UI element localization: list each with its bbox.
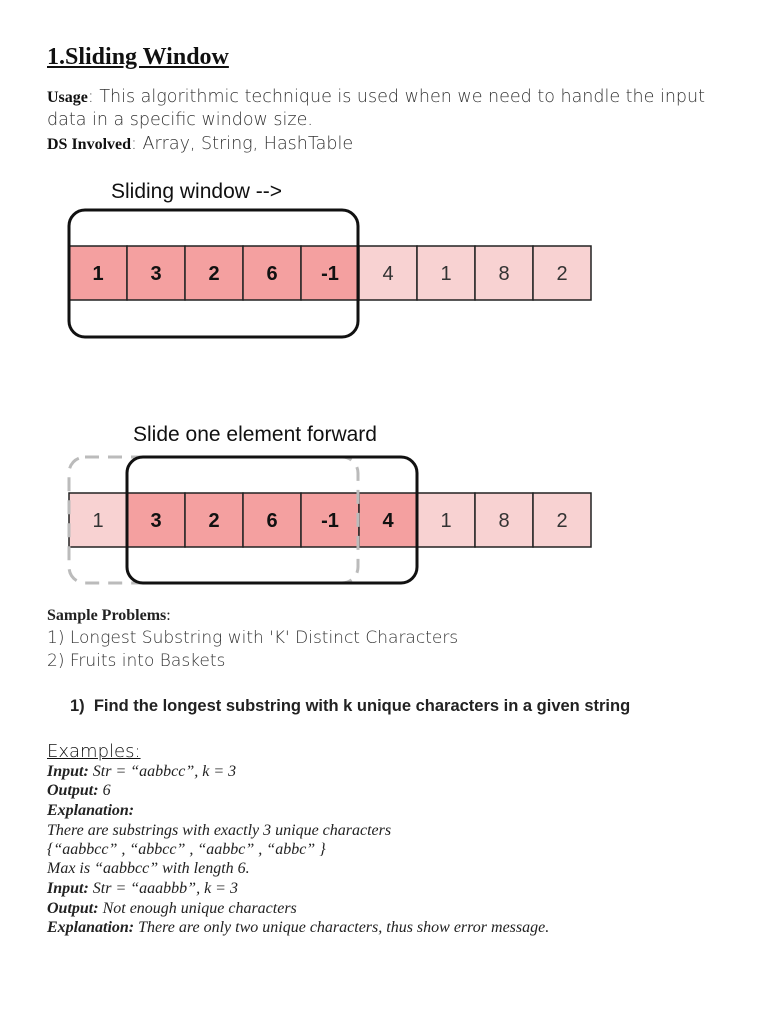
array-cell (475, 493, 533, 547)
array-cell (475, 246, 533, 300)
example-line (47, 900, 297, 918)
examples-heading: Examples: (47, 741, 141, 762)
array-cell (185, 246, 243, 300)
array-cell-value: 2 (556, 263, 568, 285)
example-line-text: Str = “aaabbb”, k = 3 (88, 880, 238, 897)
array-cell-value: 3 (150, 510, 162, 532)
array-cell (533, 493, 591, 547)
array-cell (359, 246, 417, 300)
array-cell (301, 493, 359, 547)
example-line-text: There are substrings with exactly 3 unique characters (47, 822, 392, 839)
array-cell (417, 493, 475, 547)
array-cell (185, 493, 243, 547)
sample-problems-label: Sample Problems (47, 607, 167, 624)
example-line-label: Output: (47, 782, 99, 799)
array-cell-value: 2 (208, 510, 220, 532)
sample-problems-heading (47, 607, 171, 625)
problem-title: Find the longest substring with k unique characters in a given string (93, 697, 631, 715)
example-line-text: {“aabbcc” , “abbcc” , “aabbc” , “abbc” } (47, 841, 326, 858)
example-line-label: Explanation: (47, 802, 135, 819)
problem-heading (70, 697, 630, 716)
example-line-label: Explanation: (47, 919, 135, 936)
array-cell-value: -1 (321, 263, 339, 285)
array-cell-value: 1 (92, 510, 104, 532)
array-cell (243, 246, 301, 300)
sample-problem-item: 2) Fruits into Baskets (47, 651, 226, 671)
array-cell (533, 246, 591, 300)
array-cell (301, 246, 359, 300)
array-cell-value: 4 (382, 510, 394, 532)
array-cell-value: 1 (92, 263, 104, 285)
usage-text: : This algorithmic technique is used when we need to handle the input data in a specific window size. (47, 87, 705, 130)
example-line (47, 763, 236, 781)
array-cell (243, 493, 301, 547)
example-line (47, 822, 391, 840)
example-line-label: Input: (47, 880, 89, 897)
sample-problems-colon: : (166, 607, 171, 624)
page-title: 1.Sliding Window (47, 44, 229, 70)
array-cell (69, 246, 127, 300)
array-cell (69, 493, 127, 547)
sample-problem-item: 1) Longest Substring with 'K' Distinct Characters (47, 628, 459, 648)
example-line-label: Output: (47, 900, 99, 917)
array-cell-value: 2 (556, 510, 568, 532)
array-cell-value: 2 (208, 263, 220, 285)
array-cell-value: 8 (498, 263, 510, 285)
array-cell-value: 6 (266, 510, 278, 532)
array-cell-value: -1 (321, 510, 339, 532)
example-line (47, 919, 549, 937)
array-row-2 (69, 493, 591, 547)
array-cell-value: 6 (266, 263, 278, 285)
array-cell (127, 246, 185, 300)
example-line (47, 860, 250, 878)
problem-number: 1) (70, 697, 85, 715)
example-line-label: Input: (47, 763, 89, 780)
example-line-text: 6 (98, 782, 111, 799)
array-cell-value: 4 (382, 263, 394, 285)
array-cell-value: 1 (440, 510, 452, 532)
array-cell (127, 493, 185, 547)
array-cell (417, 246, 475, 300)
usage-paragraph (47, 86, 737, 132)
sliding-window-diagram (0, 170, 768, 600)
ds-text: : Array, String, HashTable (131, 134, 354, 154)
example-line (47, 841, 326, 859)
example-line-text: There are only two unique characters, thus show error message. (134, 919, 550, 936)
example-line-text: Not enough unique characters (98, 900, 297, 917)
array-cell (359, 493, 417, 547)
diagram-caption-2: Slide one element forward (133, 423, 377, 446)
ds-label: DS Involved (47, 136, 132, 153)
example-line-text: Str = “aabbcc”, k = 3 (88, 763, 237, 780)
usage-label: Usage (47, 89, 88, 106)
ds-involved-line (47, 133, 353, 156)
example-line (47, 802, 134, 820)
example-line-text: Max is “aabbcc” with length 6. (47, 860, 250, 877)
diagram-caption-1: Sliding window --> (111, 180, 282, 203)
array-cell-value: 3 (150, 263, 162, 285)
array-cell-value: 8 (498, 510, 510, 532)
array-row-1 (69, 246, 591, 300)
array-cell-value: 1 (440, 263, 452, 285)
example-line (47, 880, 238, 898)
example-line (47, 782, 111, 800)
